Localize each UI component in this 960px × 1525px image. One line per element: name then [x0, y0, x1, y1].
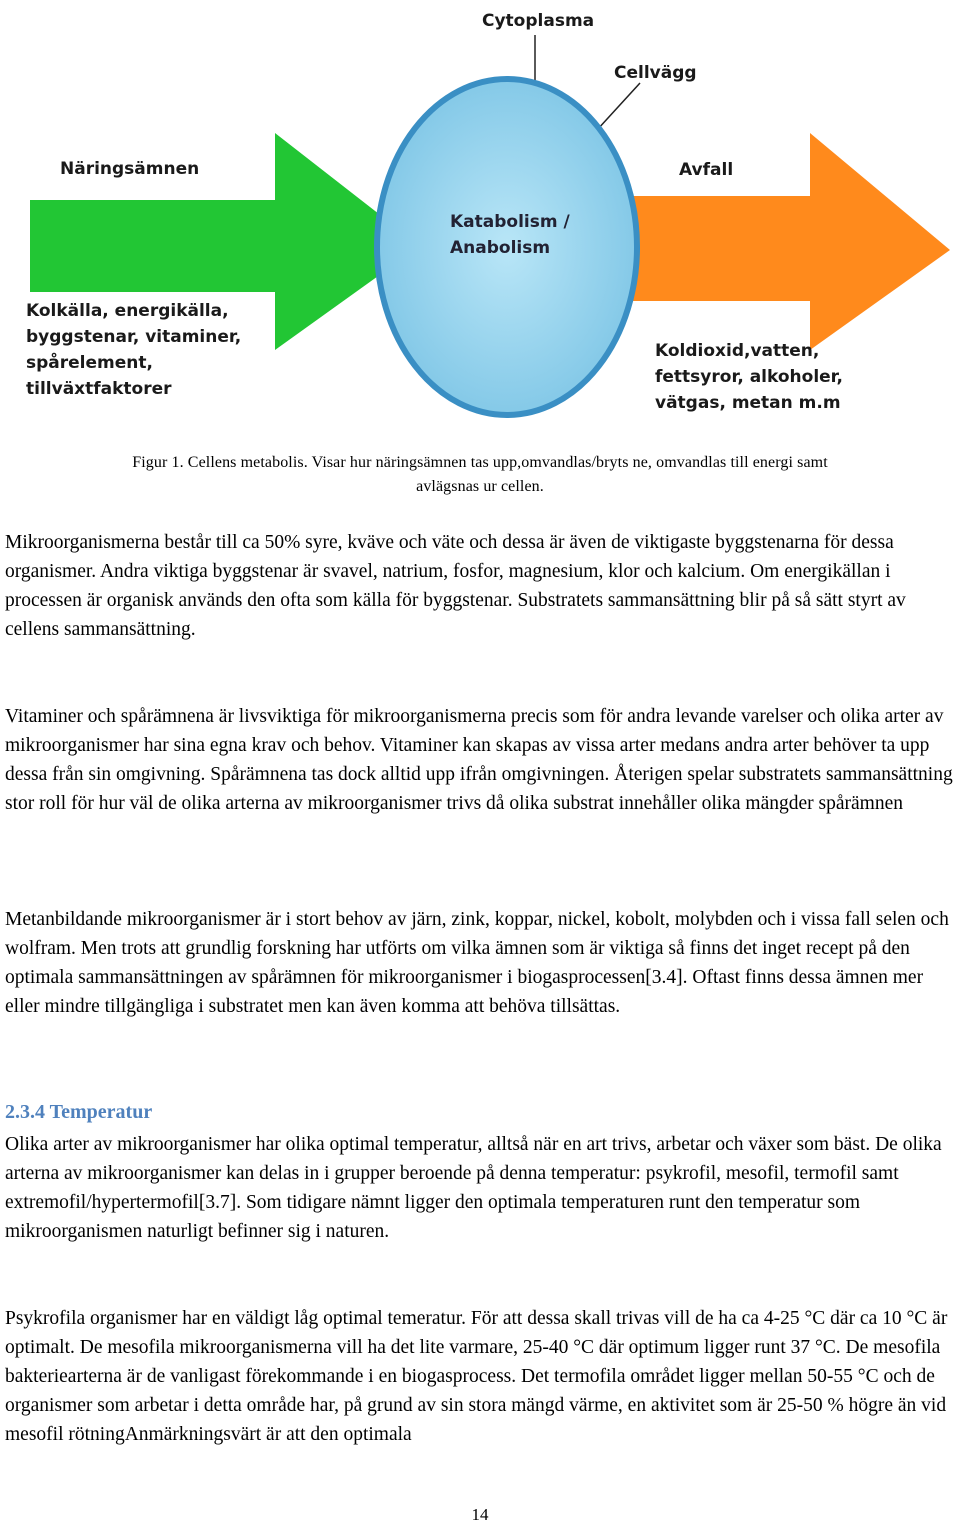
avfall-label: Avfall — [679, 160, 734, 180]
page-number: 14 — [471, 1505, 489, 1524]
caption-line: avlägsnas ur cellen. — [416, 478, 544, 495]
input-item: Kolkälla, energikälla, — [26, 301, 229, 321]
output-item: vätgas, metan m.m — [655, 393, 841, 413]
cytoplasma-label: Cytoplasma — [482, 11, 595, 31]
paragraph-methanogens: Metanbildande mikroorganismer är i stort behov av järn, zink, koppar, nickel, kobolt, molybden och i vissa fall selen och wolfram. Men trots att grundlig forskning har utförts om vilka ämnen som är viktiga så finns det inget recept på den optimala sammansättningen av spårämnen för mikroorganismer i biogasprocessen[3.4]. Oftast finns dessa ämnen mer eller mindre tillgängliga i substratet men kan även komma att behöva tillsättas. — [5, 909, 949, 1017]
figure-caption — [0, 451, 960, 499]
input-item: tillväxtfaktorer — [26, 379, 172, 399]
input-item: spårelement, — [26, 353, 153, 373]
waste-output-arrow — [603, 133, 950, 350]
paragraph-temperature: Olika arter av mikroorganismer har olika optimal temperatur, alltså när en art trivs, arbetar och växer som bäst. De olika arterna av mikroorganismer kan delas in i grupper beroende på denna temperatur: psykrofil, mesofil, termofil samt extremofil/hypertermofil[3.7]. Som tidigare nämnt ligger den optimala temperaturen runt den temperatur som mikroorganismen naturligt befinner sig i naturen. — [5, 1134, 942, 1242]
input-item: byggstenar, vitaminer, — [26, 327, 242, 347]
paragraph-composition: Mikroorganismerna består till ca 50% syre, kväve och väte och dessa är även de viktigaste byggstenarna för dessa organismer. Andra viktiga byggstenar är svavel, natrium, fosfor, magnesium, klor och kalcium. Om energikällan i processen är organisk används den ofta som källa för byggstenar. Substratets sammansättning blir på så sätt styrt av cellens sammansättning. — [5, 532, 906, 640]
output-item: Koldioxid,vatten, — [655, 341, 820, 361]
katabolism-label: Katabolism / — [450, 212, 570, 232]
cellvagg-label: Cellvägg — [614, 63, 697, 83]
section-heading: 2.3.4 Temperatur — [5, 1101, 153, 1123]
cellvagg-pointer — [597, 83, 640, 130]
paragraph-psychrophiles: Psykrofila organismer har en väldigt låg optimal temeratur. För att dessa skall trivas vill de ha ca 4-25 °C där ca 10 °C är optimalt. De mesofila mikroorganismerna vill ha det lite varmare, 25-40 °C där optimum ligger runt 37 °C. De mesofila bakteriearterna är de vanligast förekommande i en biogasprocess. Det termofila området ligger mellan 50-55 °C och de organismer som arbetar i detta område har, på grund av sin stora mängd värme, en aktivitet som är 25-50 % högre än vid mesofil rötningAnmärkningsvärt är att den optimala — [5, 1308, 948, 1445]
metabolism-figure — [0, 0, 960, 425]
anabolism-label: Anabolism — [450, 238, 551, 258]
output-list — [655, 338, 843, 416]
paragraph-vitamins: Vitaminer och spårämnena är livsviktiga för mikroorganismerna precis som för andra levande varelser och olika arter av mikroorganismer har sina egna krav och behov. Vitaminer kan skapas av vissa arter medans andra arter behöver ta upp dessa från sin omgivning. Spårämnena tas dock alltid upp ifrån omgivningen. Återigen spelar substratets sammansättning stor roll för hur väl de olika arterna av mikroorganismer trivs då olika substrat innehåller olika mängder spårämnen — [5, 706, 953, 814]
caption-line: Figur 1. Cellens metabolis. Visar hur näringsämnen tas upp,omvandlas/bryts ne, omvandlas till energi samt — [132, 454, 828, 471]
naringsamnen-label: Näringsämnen — [60, 159, 200, 179]
cell-process-label — [450, 209, 580, 261]
input-list — [26, 298, 241, 402]
output-item: fettsyror, alkoholer, — [655, 367, 844, 387]
